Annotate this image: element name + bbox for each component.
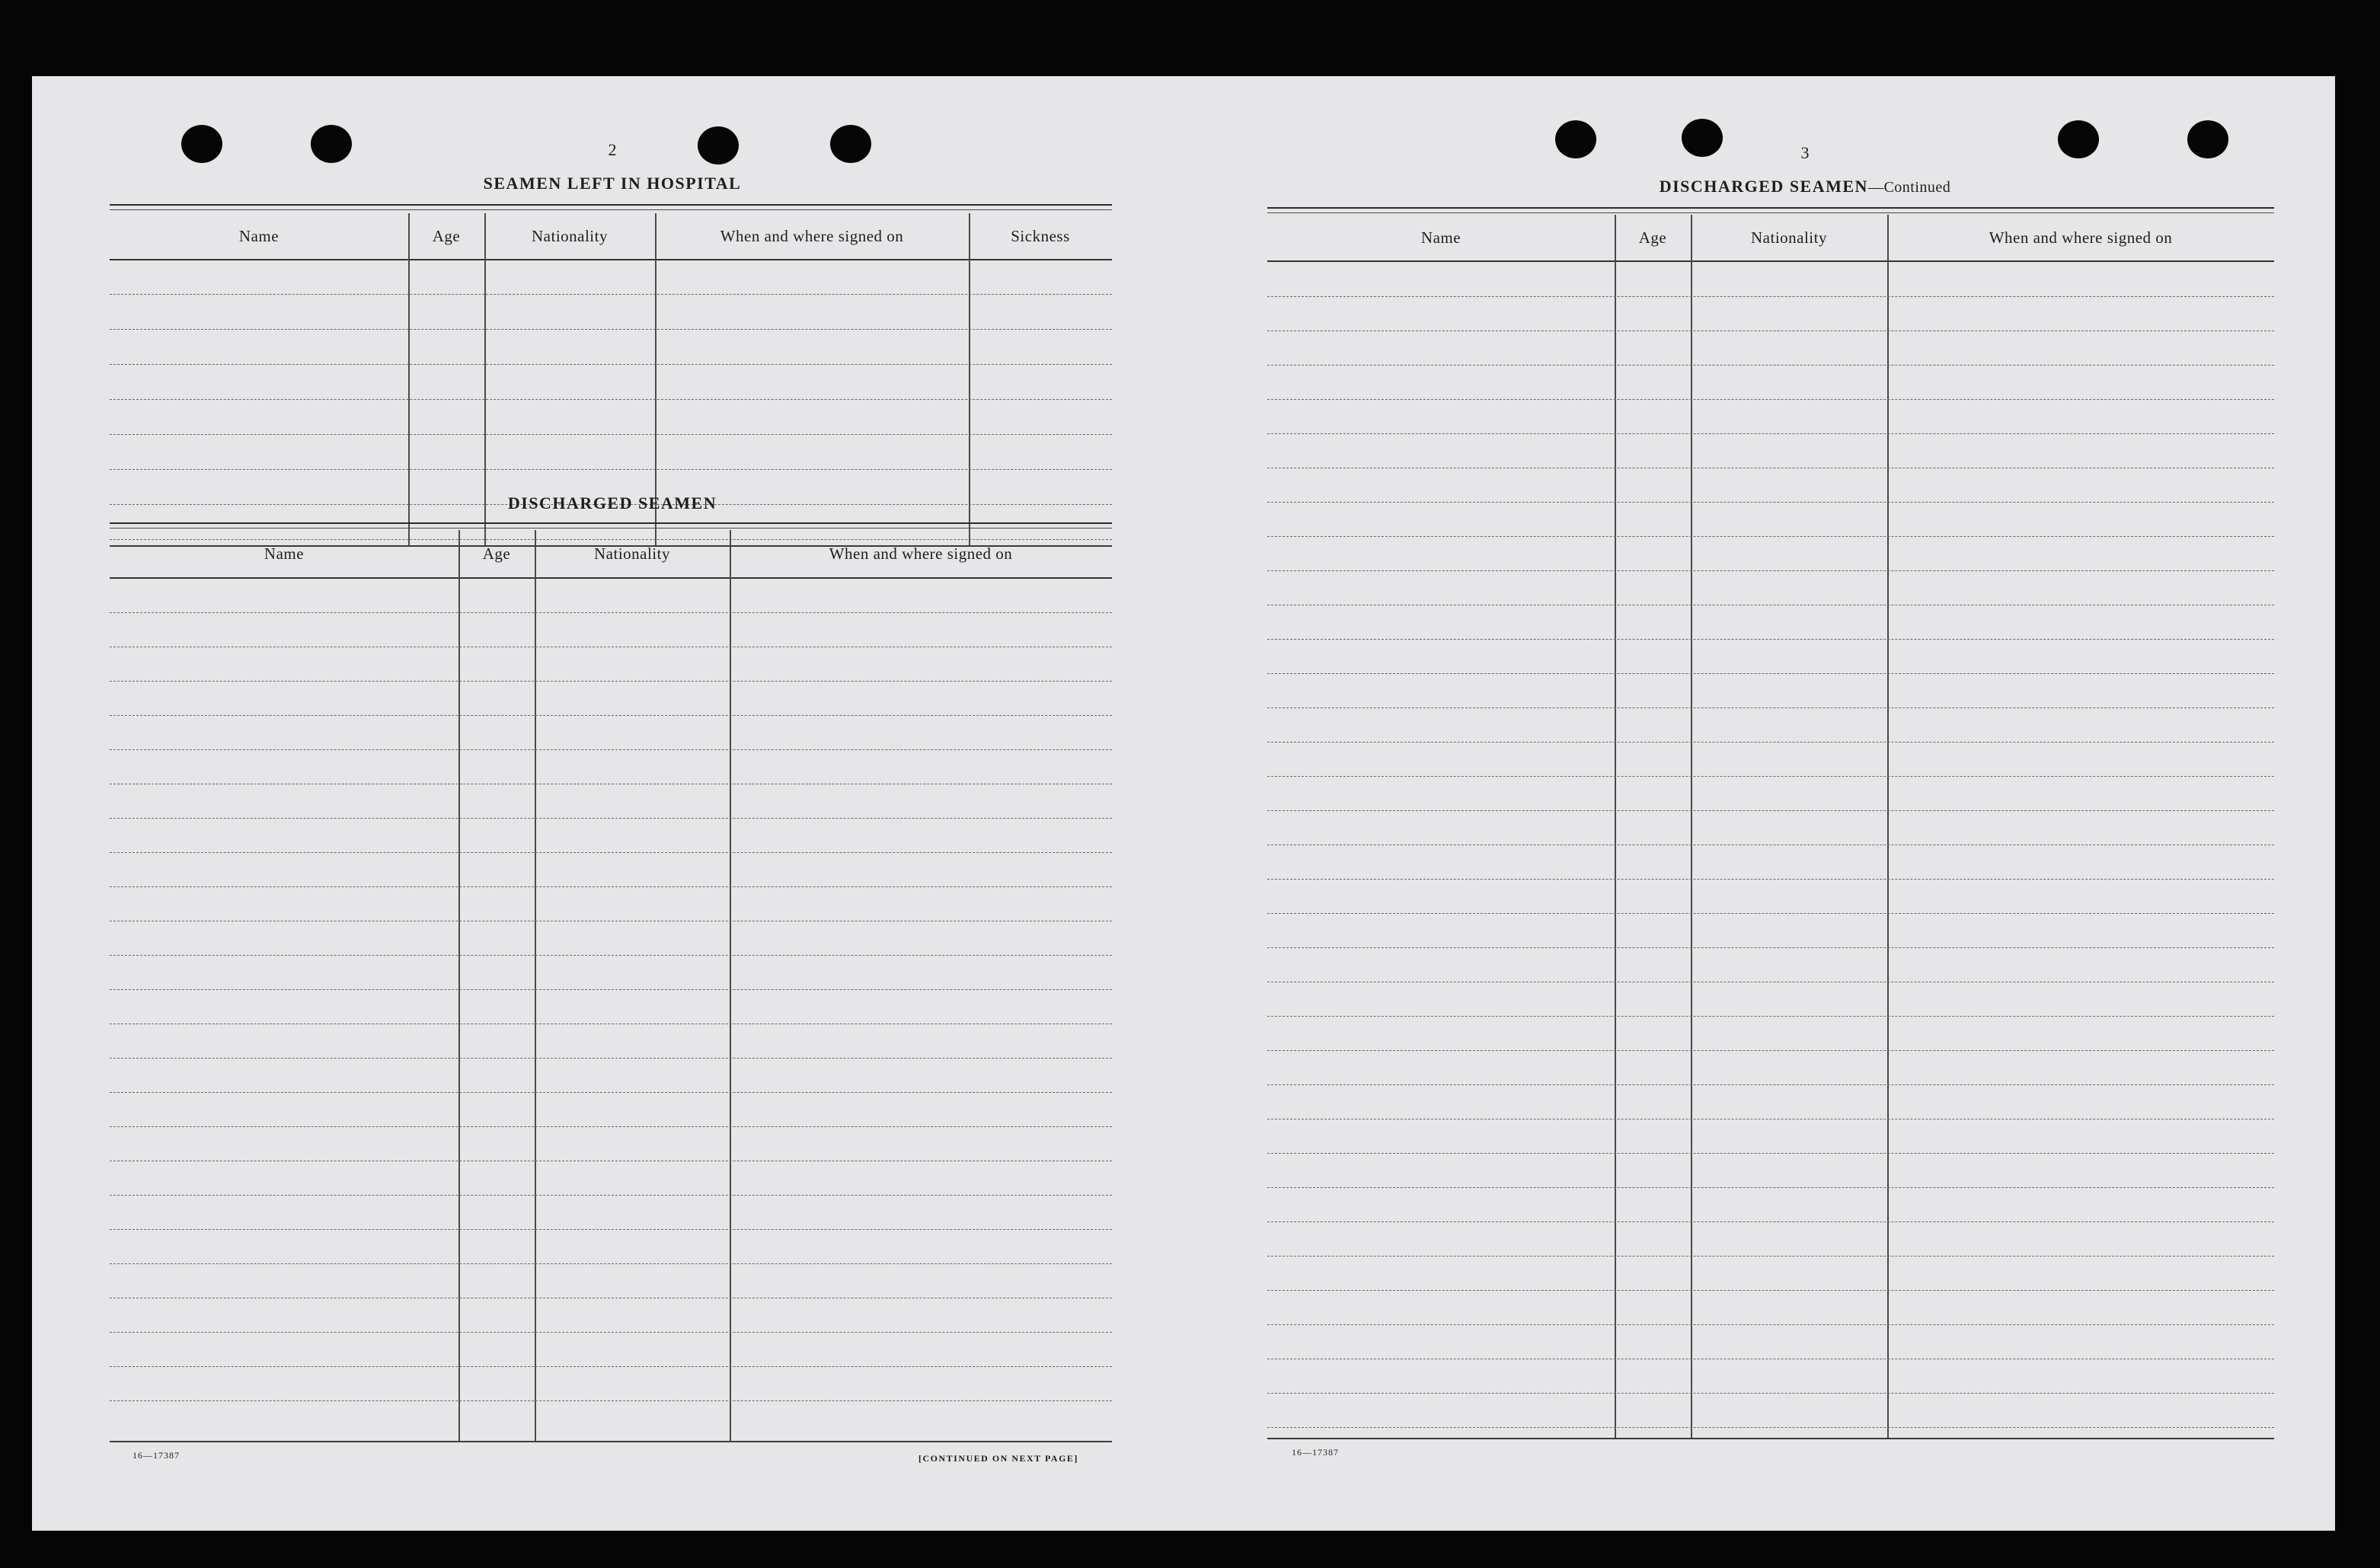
table-row xyxy=(1267,296,2274,331)
table-row xyxy=(1267,879,2274,914)
hospital-section-title: SEAMEN LEFT IN HOSPITAL xyxy=(483,174,742,193)
table-row xyxy=(110,1092,1112,1127)
table-row xyxy=(1267,776,2274,811)
table-header xyxy=(110,213,1112,260)
column-header-age: Age xyxy=(1638,228,1667,247)
table-row xyxy=(110,681,1112,716)
table-row xyxy=(1267,673,2274,708)
double-rule xyxy=(1267,207,2274,213)
form-number: 16—17387 xyxy=(133,1450,180,1461)
table-header xyxy=(110,530,1112,579)
table-row xyxy=(110,955,1112,990)
table-row xyxy=(1267,536,2274,571)
table-row xyxy=(1267,468,2274,503)
table-row xyxy=(110,612,1112,647)
column-header-name: Name xyxy=(1420,228,1462,247)
table-row xyxy=(110,364,1112,400)
table-row xyxy=(1267,331,2274,366)
table-header xyxy=(1267,215,2274,262)
left-page xyxy=(110,76,1148,1531)
table-row xyxy=(1267,947,2274,982)
table-row xyxy=(1267,399,2274,434)
table-row xyxy=(110,294,1112,330)
table-row xyxy=(110,579,1112,613)
double-rule xyxy=(110,204,1112,210)
table-row xyxy=(1267,1153,2274,1188)
table-row xyxy=(1267,639,2274,674)
table-row xyxy=(1267,810,2274,845)
column-header-sickness: Sickness xyxy=(1011,226,1070,245)
table-row xyxy=(110,1195,1112,1230)
table-row xyxy=(1267,913,2274,948)
table-row xyxy=(110,852,1112,887)
page-number: 2 xyxy=(608,140,617,159)
table-row xyxy=(1267,433,2274,468)
table-row xyxy=(1267,1324,2274,1359)
column-header-nationality: Nationality xyxy=(532,226,608,245)
table-row xyxy=(1267,1084,2274,1119)
column-header-age: Age xyxy=(482,544,511,563)
table-row xyxy=(1267,605,2274,640)
table-row xyxy=(110,886,1112,921)
table-row xyxy=(110,399,1112,435)
table-row xyxy=(1267,707,2274,742)
double-rule xyxy=(110,522,1112,529)
table-row xyxy=(1267,1359,2274,1394)
table-row xyxy=(1267,570,2274,605)
table-row xyxy=(110,1024,1112,1059)
continued-label: —Continued xyxy=(1867,179,1951,196)
table-row xyxy=(1267,1222,2274,1257)
column-header-age: Age xyxy=(432,226,461,245)
table-row xyxy=(110,989,1112,1024)
table-row xyxy=(1267,365,2274,400)
discharged-table-left xyxy=(110,530,1112,1444)
table-row xyxy=(1267,1393,2274,1428)
table-row xyxy=(1267,1256,2274,1291)
table-row xyxy=(110,784,1112,819)
table-row xyxy=(1267,1050,2274,1085)
column-header-signed-on: When and where signed on xyxy=(829,544,1013,563)
table-row xyxy=(110,1229,1112,1264)
table-row xyxy=(110,1298,1112,1333)
table-row xyxy=(110,715,1112,750)
table-row xyxy=(110,434,1112,470)
table-row xyxy=(110,329,1112,365)
table-row xyxy=(110,818,1112,853)
table-row xyxy=(1267,845,2274,880)
discharged-table-right xyxy=(1267,215,2274,1444)
discharged-section-title: DISCHARGED SEAMEN xyxy=(507,493,717,513)
table-row xyxy=(1267,742,2274,777)
continued-note: [CONTINUED ON NEXT PAGE] xyxy=(918,1453,1078,1464)
table-row xyxy=(1267,1290,2274,1325)
table-row xyxy=(110,1366,1112,1401)
table-row xyxy=(110,1263,1112,1298)
column-header-name: Name xyxy=(264,544,305,563)
form-number: 16—17387 xyxy=(1292,1447,1339,1458)
column-header-signed-on: When and where signed on xyxy=(720,226,904,245)
table-row xyxy=(110,921,1112,956)
table-row xyxy=(110,260,1112,295)
table-row xyxy=(1267,262,2274,297)
page-number: 3 xyxy=(1800,143,1810,162)
column-header-nationality: Nationality xyxy=(594,544,670,563)
column-header-name: Name xyxy=(238,226,280,245)
right-page xyxy=(1267,76,2312,1531)
table-row xyxy=(110,1332,1112,1367)
table-row xyxy=(110,1126,1112,1161)
record-sheet xyxy=(32,76,2335,1531)
column-header-signed-on: When and where signed on xyxy=(1989,228,2173,247)
column-header-nationality: Nationality xyxy=(1751,228,1827,247)
table-row xyxy=(1267,982,2274,1017)
table-row xyxy=(1267,1016,2274,1051)
table-row xyxy=(110,749,1112,784)
table-bottom-rule xyxy=(1267,1438,2274,1439)
table-row xyxy=(110,647,1112,682)
discharged-continued-title xyxy=(1523,177,2087,196)
table-bottom-rule xyxy=(110,1441,1112,1442)
section-title-text: DISCHARGED SEAMEN xyxy=(1659,177,1868,196)
table-row xyxy=(110,1161,1112,1196)
table-row xyxy=(1267,1187,2274,1222)
table-row xyxy=(110,1058,1112,1093)
table-row xyxy=(1267,1119,2274,1154)
table-row xyxy=(1267,502,2274,537)
